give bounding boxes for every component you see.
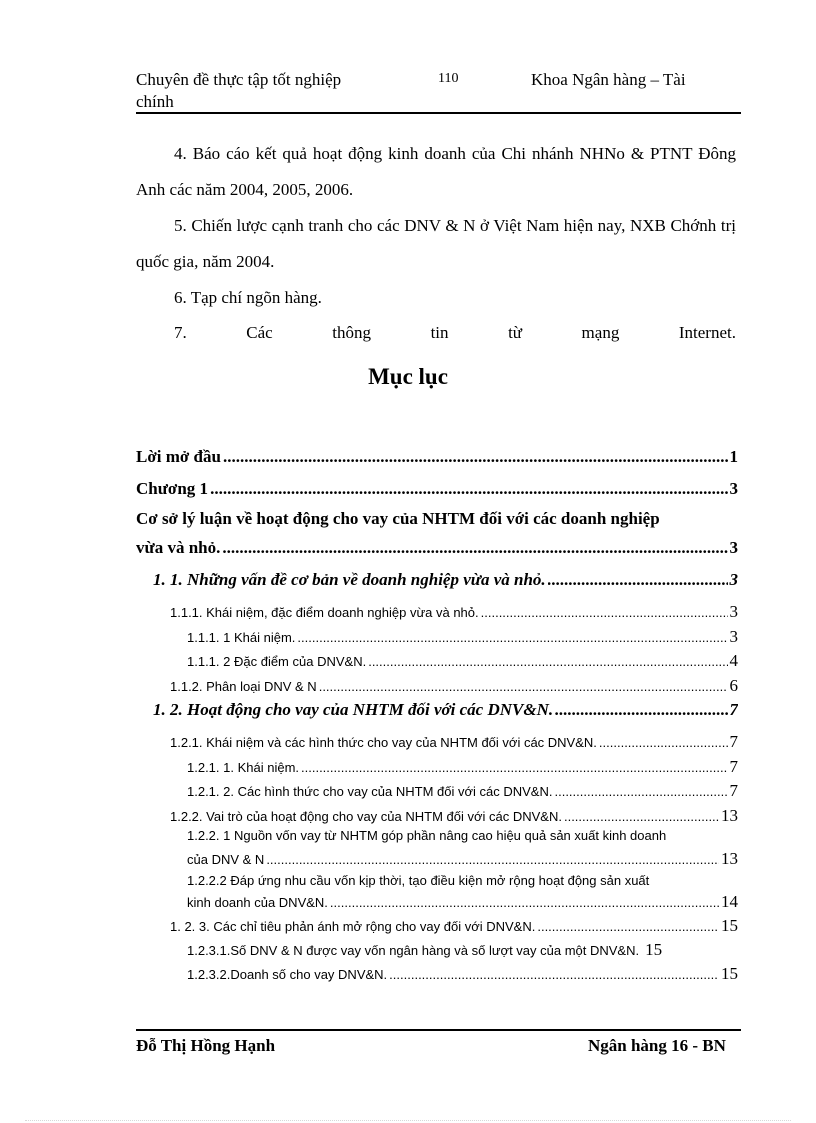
reference-7-word: 7. [174,323,187,342]
footer-rule [136,1029,741,1031]
toc-entry-text: 1.2.2. Vai trò của hoạt động cho vay của NHTM đối với các DNV&N. [170,809,562,824]
toc-dot-leader [537,919,719,934]
toc-entry-text: 1.2.3.2.Doanh số cho vay DNV&N. [187,967,388,982]
toc-page-number: 7 [729,732,738,751]
toc-entry-1-1-1-2[interactable] [187,651,738,671]
reference-5-text: 5. Chiến lược cạnh tranh cho các DNV & N ở Việt Nam hiện nay, NXB Chớnh trị quốc gia, năm 2004. [136,216,736,271]
toc-entry-text: của DNV & N [187,852,265,867]
page-bottom-edge [25,1120,791,1121]
toc-entry-loi-mo-dau[interactable] [136,447,738,467]
header-rule [136,112,741,114]
toc-page-number: 7 [729,757,738,776]
toc-entry-1-2-3-2[interactable] [187,964,738,984]
header-left-line2: chính [136,92,174,111]
toc-entry-text: vừa và nhỏ. [136,538,221,557]
toc-title: Mục lục [368,364,448,389]
toc-entry-1-2-2[interactable] [170,806,738,826]
toc-dot-leader [389,967,719,982]
toc-entry-text: Lời mở đầu [136,447,221,466]
toc-entry-co-so-line2[interactable] [136,538,738,558]
toc-dot-leader [330,895,719,910]
reference-4 [136,136,736,208]
toc-entry-text: 1.1.2. Phân loại DNV & N [170,679,317,694]
toc-entry-text: kinh doanh của DNV&N. [187,895,328,910]
reference-7 [136,323,736,343]
reference-4-text: 4. Báo cáo kết quả hoạt động kinh doanh của Chi nhánh NHNo & PTNT Đông Anh các năm 2004, 2005, 2006. [136,144,736,199]
toc-page-number: 6 [729,676,738,695]
header-left-line1: Chuyên đề thực tập tốt nghiệp [136,70,342,89]
toc-entry-1-2-2-1-line1[interactable]: 1.2.2. 1 Nguồn vốn vay từ NHTM góp phần nâng cao hiệu quả sản xuất kinh doanh [187,828,667,843]
reference-5 [136,208,736,280]
reference-7-word: Internet. [678,323,736,342]
toc-entry-1-2[interactable] [153,700,738,720]
reference-7-word: Các [246,323,273,342]
reference-6-text: 6. Tạp chí ngõn hàng. [174,288,322,307]
toc-entry-text: 1.2.1. 1. Khái niệm. [187,760,300,775]
toc-dot-leader [210,479,727,499]
header-page-number: 110 [438,71,459,86]
toc-entry-text: 1. 2. Hoạt động cho vay của NHTM đối với các DNV&N. [153,700,554,719]
toc-page-number: 1 [729,447,738,466]
toc-entry-1-2-2-2-line1[interactable]: 1.2.2.2 Đáp ứng nhu cầu vốn kịp thời, tạo điều kiện mở rộng hoạt động sản xuất [187,873,650,888]
toc-page-number: 7 [729,781,738,800]
toc-entry-1-2-1[interactable] [170,732,738,752]
toc-entry-text: 1.2.3.1.Số DNV & N được vay vốn ngân hàng và số lượt vay của một DNV&N. [187,943,640,958]
toc-dot-leader [554,784,727,799]
toc-page-number: 3 [729,570,738,589]
reference-7-word: mạng [581,323,620,342]
toc-dot-leader [319,679,728,694]
toc-entry-text: 1.1.1. Khái niệm, đặc điểm doanh nghiệp vừa và nhỏ. [170,605,479,620]
toc-dot-leader [564,809,719,824]
toc-page-number: 3 [729,602,738,621]
toc-page-number: 13 [721,849,738,868]
toc-entry-1-2-3[interactable] [170,916,738,936]
toc-entry-1-1-1[interactable] [170,602,738,622]
toc-entry-1-2-3-1[interactable] [187,940,738,960]
toc-entry-1-2-2-2-line2[interactable] [187,892,738,912]
toc-dot-leader [599,735,728,750]
toc-dot-leader [222,538,727,558]
toc-entry-1-1-2[interactable] [170,676,738,696]
toc-dot-leader [301,760,727,775]
toc-entry-chuong-1[interactable] [136,479,738,499]
toc-page-number: 3 [729,538,738,557]
toc-entry-1-2-1-2[interactable] [187,781,738,801]
toc-page-number: 7 [729,700,738,719]
toc-entry-text: 1. 1. Những vấn đề cơ bản về doanh nghiệp vừa và nhỏ. [153,570,546,589]
toc-entry-1-2-1-1[interactable] [187,757,738,777]
toc-dot-leader [297,630,727,645]
toc-entry-text: 1. 2. 3. Các chỉ tiêu phản ánh mở rộng cho vay đối với DNV&N. [170,919,536,934]
toc-entry-co-so-line1[interactable]: Cơ sở lý luận về hoạt động cho vay của NHTM đối với các doanh nghiệp [136,509,660,528]
footer-author: Đỗ Thị Hồng Hạnh [136,1036,276,1055]
toc-page-number: 14 [721,892,738,911]
toc-entry-text: 1.1.1. 2 Đặc điểm của DNV&N. [187,654,367,669]
toc-entry-text: Chương 1 [136,479,209,498]
toc-dot-leader [555,700,727,720]
reference-6 [136,280,736,316]
toc-page-number: 3 [729,479,738,498]
toc-page-number: 15 [645,940,663,959]
toc-page-number: 13 [721,806,738,825]
toc-page-number: 15 [721,916,738,935]
toc-dot-leader [266,852,719,867]
toc-entry-text: 1.2.1. 2. Các hình thức cho vay của NHTM đối với các DNV&N. [187,784,553,799]
toc-dot-leader [223,447,728,467]
reference-7-word: từ [508,323,522,342]
toc-dot-leader [368,654,727,669]
toc-page-number: 3 [729,627,738,646]
toc-page-number: 15 [721,964,738,983]
reference-7-word: thông [332,323,372,342]
toc-dot-leader [548,570,728,590]
header-right: Khoa Ngân hàng – Tài [531,70,686,89]
toc-page-number: 4 [729,651,738,670]
toc-entry-text: 1.2.1. Khái niệm và các hình thức cho vay của NHTM đối với các DNV&N. [170,735,597,750]
footer-class: Ngân hàng 16 - BN [588,1036,726,1055]
toc-entry-1-2-2-1-line2[interactable] [187,849,738,869]
reference-7-word: tin [430,323,449,342]
toc-entry-1-1[interactable] [153,570,738,590]
toc-entry-1-1-1-1[interactable] [187,627,738,647]
toc-entry-text: 1.1.1. 1 Khái niệm. [187,630,296,645]
toc-dot-leader [481,605,728,620]
